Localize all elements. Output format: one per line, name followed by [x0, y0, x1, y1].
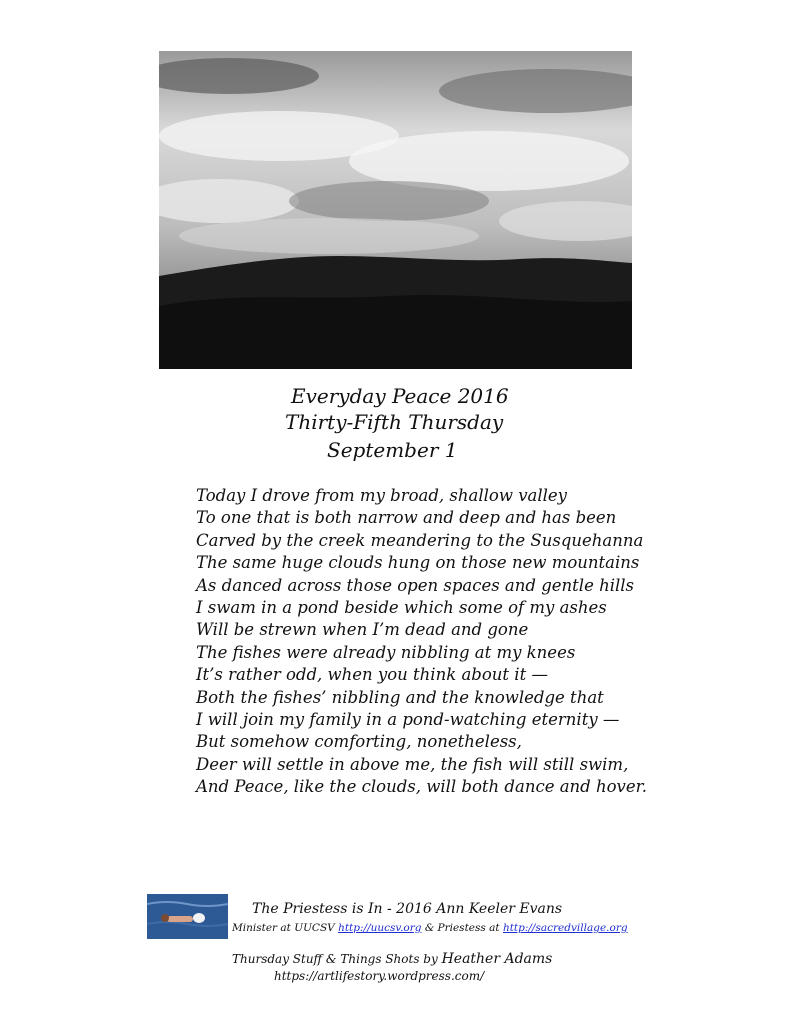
page-date: September 1: [327, 438, 458, 462]
page-subtitle: Thirty-Fifth Thursday: [285, 410, 504, 434]
sacredvillage-link[interactable]: http://sacredvillage.org: [502, 922, 628, 934]
footer-links: [232, 922, 628, 934]
poem-line: It’s rather odd, when you think about it —: [196, 665, 548, 685]
swimmer-image: [147, 894, 228, 939]
poem-line: Both the fishes’ nibbling and the knowledge that: [196, 687, 604, 707]
poem-line: As danced across those open spaces and gentle hills: [196, 575, 634, 595]
swimmer-thumbnail: [147, 894, 228, 939]
footer-attribution: The Priestess is In - 2016 Ann Keeler Evans: [252, 901, 563, 917]
credit-name: Heather Adams: [441, 951, 553, 967]
landscape-photo: [159, 51, 632, 369]
poem-line: And Peace, like the clouds, will both dance and hover.: [196, 777, 647, 797]
poem: [196, 485, 676, 799]
poem-line: I swam in a pond beside which some of my ashes: [196, 598, 607, 618]
poem-line: Today I drove from my broad, shallow valley: [196, 486, 567, 505]
poem-line: Will be strewn when I’m dead and gone: [196, 620, 529, 640]
poem-line: But somehow comforting, nonetheless,: [196, 732, 522, 752]
poem-line: I will join my family in a pond-watching eternity —: [196, 710, 620, 730]
clouds-and-hills-image: [159, 51, 632, 369]
credit-url: https://artlifestory.wordpress.com/: [274, 969, 485, 983]
photo-credit: [232, 951, 552, 967]
poem-line: Deer will settle in above me, the fish will still swim,: [196, 754, 629, 774]
minister-label: Minister at UUCSV: [232, 922, 339, 934]
uucsv-link[interactable]: http://uucsv.org: [338, 922, 422, 934]
poem-line: To one that is both narrow and deep and has been: [196, 508, 617, 528]
poem-line: Carved by the creek meandering to the Susquehanna: [196, 530, 644, 550]
priestess-label: & Priestess at: [421, 922, 503, 934]
poem-line: The fishes were already nibbling at my knees: [196, 642, 576, 662]
page-title: Everyday Peace 2016: [291, 384, 509, 408]
credit-prefix: Thursday Stuff & Things Shots by: [232, 952, 442, 966]
poem-line: The same huge clouds hung on those new mountains: [196, 553, 640, 573]
